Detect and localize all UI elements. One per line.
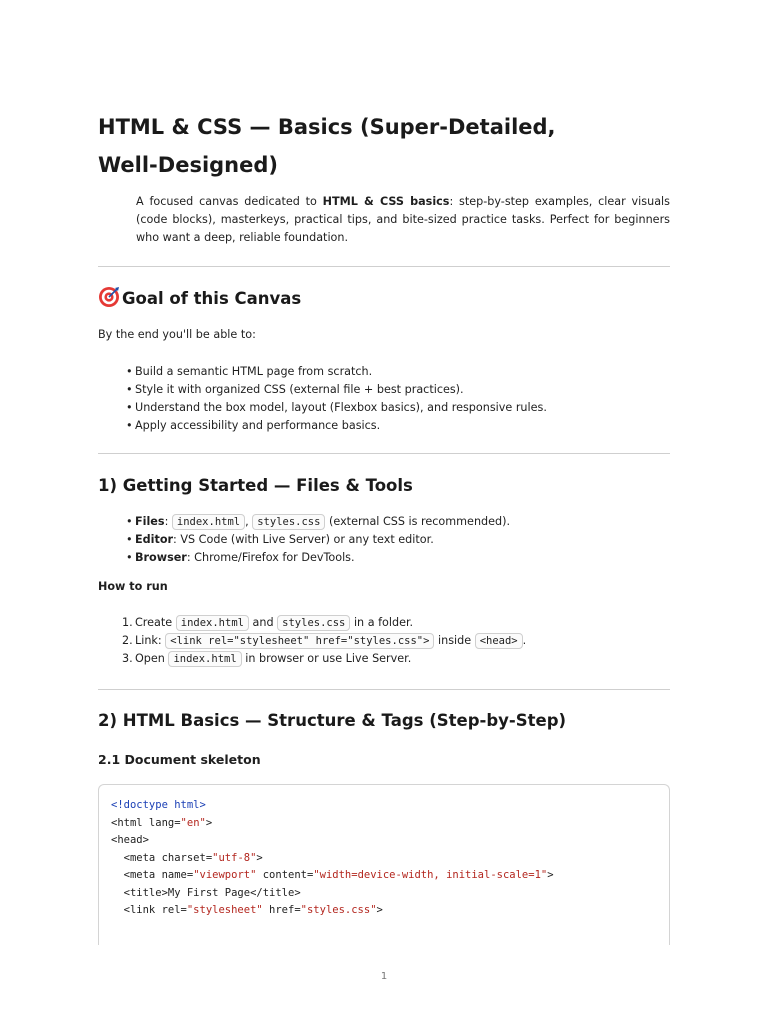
inline-code: index.html — [176, 615, 249, 631]
code-token: <head> — [111, 834, 149, 846]
inline-code: index.html — [172, 514, 245, 530]
code-string: "width=device-width, initial-scale=1" — [313, 869, 548, 881]
editor-label: Editor — [135, 533, 174, 546]
goal-heading-text: Goal of this Canvas — [122, 289, 302, 308]
step-text: and — [252, 616, 274, 629]
step-text: inside — [438, 634, 472, 647]
code-block — [98, 784, 670, 945]
list-item: • Browser: Chrome/Firefox for DevTools. — [126, 551, 355, 564]
files-note: (external CSS is recommended). — [329, 515, 511, 528]
section-divider — [98, 453, 670, 454]
code-token: <html lang= — [111, 816, 181, 829]
code-token: > — [376, 904, 383, 916]
list-item: • Files: index.html , styles.css (external CSS is recommended). — [126, 515, 511, 528]
inline-code: styles.css — [252, 514, 325, 530]
editor-text: : VS Code (with Live Server) or any text editor. — [173, 533, 434, 546]
step-text: Create — [135, 616, 173, 629]
step-text: . — [522, 634, 527, 647]
files-label: Files — [135, 515, 165, 528]
intro-paragraph — [136, 193, 670, 247]
step-text: in a folder. — [353, 616, 414, 629]
tools-list — [126, 513, 510, 567]
inline-code: <head> — [475, 633, 523, 649]
section-2-heading: 2) HTML Basics — Structure & Tags (Step-by-Step) — [98, 711, 567, 730]
intro-text-start: A focused canvas dedicated to — [136, 195, 323, 208]
code-string: "utf-8" — [212, 851, 257, 864]
code-token: > — [256, 851, 263, 864]
list-item-text: Build a semantic HTML page from scratch. — [135, 365, 373, 378]
page-title: HTML & CSS — Basics (Super-Detailed, Well-Designed) — [98, 115, 556, 177]
step-text: Link: — [135, 634, 162, 647]
code-token: <link rel= — [111, 904, 187, 916]
list-item: • Build a semantic HTML page from scratch. — [126, 365, 373, 378]
list-item-text: Apply accessibility and performance basics. — [135, 419, 381, 432]
code-token: content= — [256, 869, 314, 881]
code-token: <meta name= — [111, 869, 194, 881]
inline-code: styles.css — [277, 615, 350, 631]
intro-text-end: : step-by-step examples, clear visuals (code blocks), masterkeys, practical tips, and bite-sized practice tasks. Perfect for beginners who want a deep, reliable foundation. — [136, 195, 670, 244]
how-to-run-heading: How to run — [98, 580, 168, 593]
section-1-heading: 1) Getting Started — Files & Tools — [98, 476, 413, 495]
code-token: <title>My First Page</title> — [111, 886, 301, 899]
code-string: "stylesheet" — [186, 904, 263, 916]
code-token: href= — [262, 904, 301, 916]
list-item-text: Style it with organized CSS (external file + best practices). — [135, 383, 464, 396]
steps-list — [122, 614, 526, 668]
step-text: Open — [135, 652, 165, 665]
browser-label: Browser — [135, 551, 187, 564]
code-string: "viewport" — [193, 869, 257, 881]
list-item: 2. Link: <link rel="stylesheet" href="styles.css"> inside <head> . — [122, 634, 527, 647]
target-icon — [98, 286, 120, 308]
list-item: • Style it with organized CSS (external file + best practices). — [126, 383, 464, 396]
list-item: 1. Create index.html and styles.css in a folder. — [122, 616, 414, 629]
intro-bold-phrase: HTML & CSS basics — [322, 195, 450, 208]
section-divider — [98, 266, 670, 267]
section-divider — [98, 689, 670, 690]
goal-intro: By the end you'll be able to: — [98, 328, 256, 341]
code-token: <!doctype html> — [111, 799, 206, 811]
code-token: > — [205, 816, 213, 829]
code-string: "styles.css" — [300, 904, 377, 916]
list-item: 3. Open index.html in browser or use Live Server. — [122, 652, 412, 665]
list-item: • Understand the box model, layout (Flexbox basics), and responsive rules. — [126, 401, 547, 414]
inline-code: <link rel="stylesheet" href="styles.css"> — [165, 633, 434, 649]
code-token: > — [547, 869, 554, 881]
list-item: • Editor: VS Code (with Live Server) or any text editor. — [126, 533, 434, 546]
list-item-text: Understand the box model, layout (Flexbox basics), and responsive rules. — [135, 401, 547, 414]
browser-text: : Chrome/Firefox for DevTools. — [186, 551, 355, 564]
page-number: 1 — [380, 971, 388, 982]
subsection-heading: 2.1 Document skeleton — [98, 752, 261, 767]
code-token: <meta charset= — [111, 851, 213, 864]
goal-heading — [98, 286, 301, 311]
goal-list — [126, 363, 547, 435]
step-text: in browser or use Live Server. — [245, 652, 412, 665]
code-content — [99, 785, 669, 920]
code-string: "en" — [180, 816, 206, 829]
list-item: • Apply accessibility and performance basics. — [126, 419, 381, 432]
inline-code: index.html — [168, 651, 241, 667]
